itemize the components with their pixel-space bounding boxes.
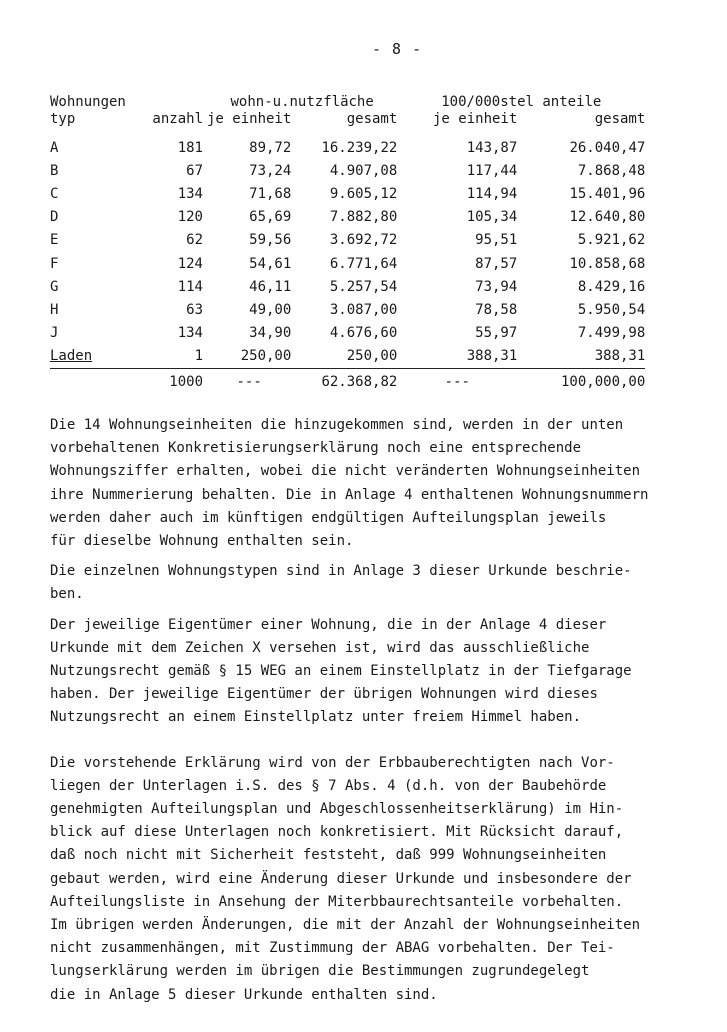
total-gesamt-flaeche: 62.368,82	[321, 374, 398, 391]
total-gesamt-anteile: 100,000,00	[561, 374, 646, 391]
cell-typ: D	[50, 209, 59, 226]
cell-je-einheit-anteile: 95,51	[475, 232, 518, 249]
header-gesamt-anteile: gesamt	[594, 111, 646, 127]
paragraph: Die einzelnen Wohnungstypen sind in Anlage 3 dieser Urkunde beschrie- ben.	[50, 563, 632, 603]
apartment-table	[50, 94, 650, 394]
cell-je-einheit-anteile: 117,44	[466, 162, 518, 179]
cell-typ: J	[50, 325, 59, 342]
cell-anzahl: 120	[177, 209, 203, 226]
cell-gesamt-anteile: 5.921,62	[577, 232, 646, 249]
header-wohnungen: Wohnungen	[50, 94, 126, 110]
table-row	[50, 159, 645, 182]
table-row	[50, 182, 645, 205]
cell-je-einheit-flaeche: 65,69	[249, 209, 292, 226]
table-row	[50, 252, 645, 275]
cell-gesamt-anteile: 7.499,98	[577, 325, 646, 342]
cell-je-einheit-flaeche: 34,90	[249, 325, 292, 342]
table-row	[50, 229, 645, 252]
cell-typ: C	[50, 185, 59, 202]
cell-gesamt-flaeche: 6.771,64	[329, 255, 398, 272]
cell-gesamt-flaeche: 7.882,80	[329, 209, 398, 226]
cell-gesamt-anteile: 15.401,96	[569, 185, 646, 202]
header-gesamt-flaeche: gesamt	[346, 111, 398, 127]
cell-typ: G	[50, 278, 59, 295]
cell-typ: A	[50, 139, 59, 156]
cell-anzahl: 124	[177, 255, 203, 272]
total-anzahl: 1000	[169, 374, 203, 391]
cell-gesamt-flaeche: 9.605,12	[329, 185, 398, 202]
table-total-row	[50, 368, 645, 394]
cell-je-einheit-flaeche: 54,61	[249, 255, 292, 272]
cell-anzahl: 63	[186, 301, 203, 318]
cell-je-einheit-flaeche: 71,68	[249, 185, 292, 202]
cell-gesamt-flaeche: 3.087,00	[329, 301, 398, 318]
cell-je-einheit-anteile: 143,87	[466, 139, 518, 156]
cell-je-einheit-flaeche: 89,72	[249, 139, 292, 156]
table-row	[50, 275, 645, 298]
cell-je-einheit-anteile: 87,57	[475, 255, 518, 272]
cell-gesamt-anteile: 5.950,54	[577, 301, 646, 318]
header-anzahl: anzahl	[152, 111, 203, 127]
total-je-einheit-anteile: ---	[444, 374, 470, 391]
cell-je-einheit-anteile: 105,34	[466, 209, 518, 226]
cell-je-einheit-anteile: 114,94	[466, 185, 518, 202]
cell-gesamt-flaeche: 16.239,22	[321, 139, 398, 156]
table-row	[50, 345, 645, 369]
cell-gesamt-anteile: 7.868,48	[577, 162, 646, 179]
header-anteile: 100/000stel anteile	[441, 94, 602, 110]
cell-gesamt-anteile: 12.640,80	[569, 209, 646, 226]
table-row	[50, 298, 645, 321]
body-text	[50, 414, 690, 1014]
cell-typ-empty	[50, 368, 108, 394]
table-header-row-2	[50, 111, 645, 128]
total-je-einheit-flaeche: ---	[236, 374, 262, 391]
header-wohnflaeche: wohn-u.nutzfläche	[230, 94, 374, 110]
cell-gesamt-anteile: 388,31	[517, 345, 645, 369]
paragraph: Die 14 Wohnungseinheiten die hinzugekommen sind, werden in der unten vorbehaltenen Konkretisierungserklärung noch eine entsprechende Wohnungsziffer erhalten, wobei die nicht veränderten Wohnungseinheiten ihre Nummerierung behalten. Die in Anlage 4 enthaltenen Wohnungsnummern werden daher auch im künftigen endgültigen Aufteilungsplan jeweils für dieselbe Wohnung enthalten sein.	[50, 417, 649, 550]
cell-je-einheit-anteile: 78,58	[475, 301, 518, 318]
cell-je-einheit-flaeche: 46,11	[249, 278, 292, 295]
paragraph: Der jeweilige Eigentümer einer Wohnung, die in der Anlage 4 dieser Urkunde mit dem Zeichen X versehen ist, wird das ausschließliche Nutzungsrecht gemäß § 15 WEG an einem Einstellplatz in der Tiefgarage haben. Der jeweilige Eigentümer der übrigen Wohnungen wird dieses Nutzungsrecht an einem Einstellplatz unter freiem Himmel haben.	[50, 616, 632, 726]
cell-gesamt-anteile: 10.858,68	[569, 255, 646, 272]
table-body	[50, 136, 645, 394]
cell-gesamt-anteile: 8.429,16	[577, 278, 646, 295]
apartment-table-grid	[50, 94, 645, 394]
header-je-einheit-flaeche: je einheit	[207, 111, 292, 127]
cell-anzahl: 62	[186, 232, 203, 249]
header-je-einheit-anteile: je einheit	[433, 111, 518, 127]
cell-je-einheit-anteile: 55,97	[475, 325, 518, 342]
cell-je-einheit-flaeche: 73,24	[249, 162, 292, 179]
cell-anzahl: 67	[186, 162, 203, 179]
cell-anzahl: 114	[177, 278, 203, 295]
cell-typ: E	[50, 232, 59, 249]
cell-anzahl: 181	[177, 139, 203, 156]
table-row	[50, 136, 645, 159]
cell-typ: B	[50, 162, 59, 179]
paragraph: Die vorstehende Erklärung wird von der Erbbauberechtigten nach Vor- liegen der Unterlagen i.S. des § 7 Abs. 4 (d.h. von der Baubehörde genehmigten Aufteilungsplan und Abgeschlossenheitserklärung) im Hin- blick auf diese Unterlagen noch konkretisiert. Mit Rücksicht darauf, daß noch nicht mit Sicherheit feststeht, daß 999 Wohnungseinheiten gebaut werden, wird eine Änderung dieser Urkunde und insbesondere der Aufteilungsliste in Ansehung der Miterbbaurechtsanteile vorbehalten. Im übrigen werden Änderungen, die mit der Anzahl der Wohnungseinheiten nicht zusammenhängen, mit Zustimmung der ABAG vorbehalten. Der Tei- lungserklärung werden im übrigen die Bestimmungen zugrundegelegt die in Anlage 5 dieser Urkunde enthalten sind.	[50, 754, 641, 1003]
header-typ: typ	[50, 111, 76, 127]
table-header-row-1	[50, 94, 645, 111]
cell-typ: F	[50, 255, 59, 272]
cell-typ: H	[50, 301, 59, 318]
table-row	[50, 322, 645, 345]
cell-gesamt-flaeche: 3.692,72	[329, 232, 398, 249]
cell-je-einheit-anteile: 73,94	[475, 278, 518, 295]
cell-gesamt-flaeche: 5.257,54	[329, 278, 398, 295]
cell-gesamt-anteile: 26.040,47	[569, 139, 646, 156]
cell-typ: Laden	[50, 345, 108, 369]
cell-je-einheit-anteile: 388,31	[397, 345, 517, 369]
page-number: - 8 -	[372, 40, 423, 58]
cell-anzahl: 134	[177, 185, 203, 202]
cell-gesamt-flaeche: 4.907,08	[329, 162, 398, 179]
cell-gesamt-flaeche: 250,00	[291, 345, 397, 369]
table-row	[50, 206, 645, 229]
cell-gesamt-flaeche: 4.676,60	[329, 325, 398, 342]
cell-je-einheit-flaeche: 250,00	[207, 345, 291, 369]
cell-je-einheit-flaeche: 59,56	[249, 232, 292, 249]
cell-anzahl: 134	[177, 325, 203, 342]
cell-je-einheit-flaeche: 49,00	[249, 301, 292, 318]
cell-anzahl: 1	[108, 345, 207, 369]
